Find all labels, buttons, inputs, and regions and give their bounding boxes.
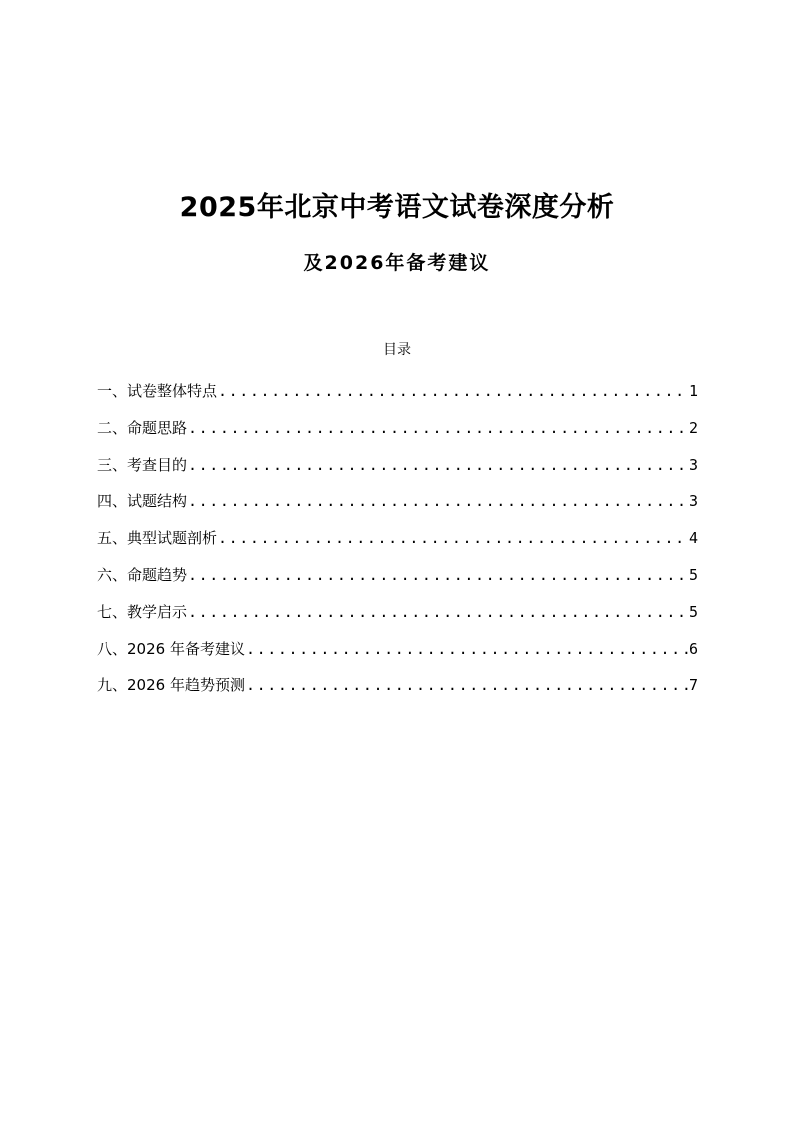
toc-item-label: 二、命题思路 (97, 418, 188, 437)
toc-item-page: 2 (688, 418, 698, 437)
toc-item-label: 九、2026 年趋势预测 (97, 676, 245, 695)
toc-item-page: 7 (688, 676, 698, 695)
toc-leader-dots (187, 557, 689, 594)
toc-item-page: 5 (688, 602, 698, 621)
toc-leader-dots (187, 594, 689, 631)
toc-leader-dots (217, 520, 689, 557)
toc-leader-dots (245, 631, 689, 668)
document-subtitle: 及2026年备考建议 (303, 252, 491, 274)
toc-leader-dots (245, 667, 689, 704)
toc-heading: 目录 (383, 342, 411, 358)
toc-item[interactable] (97, 594, 698, 631)
toc-item-label: 七、教学启示 (97, 602, 188, 621)
toc-item-label: 一、试卷整体特点 (97, 382, 218, 400)
toc-item[interactable] (97, 373, 698, 410)
toc-item-page: 5 (688, 565, 698, 584)
toc-item-page: 3 (688, 455, 698, 474)
toc-item-label: 三、考查目的 (97, 455, 188, 474)
table-of-contents (97, 373, 698, 704)
toc-leader-dots (187, 447, 689, 484)
toc-item-label: 五、典型试题剖析 (97, 529, 218, 548)
toc-item-page: 6 (688, 639, 698, 658)
toc-item-page: 4 (688, 529, 698, 548)
toc-leader-dots (217, 373, 689, 410)
toc-leader-dots (187, 483, 689, 520)
toc-item-page: 1 (688, 382, 698, 400)
toc-item[interactable] (97, 557, 698, 594)
document-title: 2025年北京中考语文试卷深度分析 (179, 192, 615, 223)
toc-item[interactable] (97, 631, 698, 668)
toc-item-page: 3 (688, 492, 698, 511)
toc-item[interactable] (97, 410, 698, 447)
toc-item-label: 六、命题趋势 (97, 565, 188, 584)
toc-item[interactable] (97, 447, 698, 484)
toc-item-label: 四、试题结构 (97, 492, 188, 511)
toc-leader-dots (187, 410, 689, 447)
toc-item-label: 八、2026 年备考建议 (97, 639, 245, 658)
toc-item[interactable] (97, 667, 698, 704)
toc-item[interactable] (97, 520, 698, 557)
toc-item[interactable] (97, 483, 698, 520)
